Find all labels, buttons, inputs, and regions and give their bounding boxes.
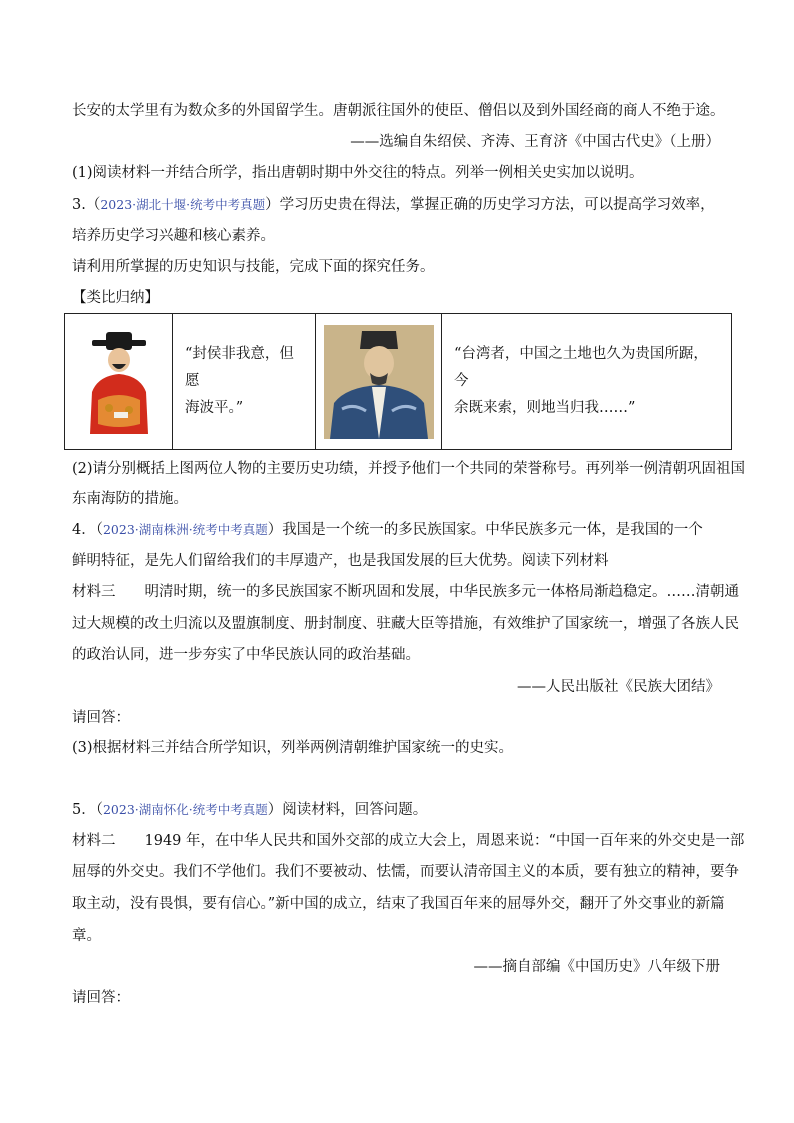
question-5-header xyxy=(72,800,427,820)
portrait-qi-jiguang-cell xyxy=(65,314,173,450)
question-3-2-line-1: (2)请分别概括上图两位人物的主要历史功绩，并授予他们一个共同的荣誉称号。再列举一例清朝巩固祖国 xyxy=(72,461,746,477)
question-5-text: 阅读材料，回答问题。 xyxy=(282,802,428,818)
quote-1-cell xyxy=(173,314,316,450)
question-3-header xyxy=(72,195,715,215)
comparison-table xyxy=(64,313,732,450)
question-close: ） xyxy=(265,197,280,213)
question-4-text: 我国是一个统一的多民族国家。中华民族多元一体，是我国的一个 xyxy=(282,522,703,538)
question-number: 3.（ xyxy=(72,197,101,213)
material-3-line-2: 过大规模的改土归流以及盟旗制度、册封制度、驻藏大臣等措施，有效维护了国家统一，增强了各族人民 xyxy=(72,616,739,632)
portrait-zheng-chenggong xyxy=(324,325,434,439)
material-2-line-4: 章。 xyxy=(72,928,101,944)
question-4-3: (3)根据材料三并结合所学知识，列举两例清朝维护国家统一的史实。 xyxy=(72,740,514,756)
material-2-line-2: 屈辱的外交史。我们不学他们。我们不要被动、怯懦，而要认清帝国主义的本质，要有独立的精神，要争 xyxy=(72,864,739,880)
question-3-2-line-2: 东南海防的措施。 xyxy=(72,491,188,507)
question-3-text-3: 请利用所掌握的历史知识与技能，完成下面的探究任务。 xyxy=(72,259,435,275)
question-2-1: (1)阅读材料一并结合所学，指出唐朝时期中外交往的特点。列举一例相关史实加以说明。 xyxy=(72,165,644,181)
question-3-text: 学习历史贵在得法，掌握正确的历史学习方法，可以提高学习效率， xyxy=(279,197,715,213)
material-3-source: ——人民出版社《民族大团结》 xyxy=(517,679,720,695)
material-2-source: ——摘自部编《中国历史》八年级下册 xyxy=(473,959,720,975)
quote-1-line-1: “封侯非我意，但愿 xyxy=(185,346,294,389)
source-tag: 2023·湖北十堰·统考中考真题 xyxy=(100,197,266,212)
quote-2-line-1: “台湾者，中国之土地也久为贵国所踞，今 xyxy=(454,346,708,389)
intro-text: 长安的太学里有为数众多的外国留学生。唐朝派往国外的使臣、僧侣以及到外国经商的商人不绝于途。 xyxy=(72,103,725,119)
source-tag: 2023·湖南株洲·统考中考真题 xyxy=(102,522,268,537)
answer-prompt: 请回答： xyxy=(72,990,130,1006)
material-3-line-3: 的政治认同，进一步夯实了中华民族认同的政治基础。 xyxy=(72,647,420,663)
question-number: 5．（ xyxy=(72,802,103,818)
question-number: 4．（ xyxy=(72,522,103,538)
answer-prompt: 请回答： xyxy=(72,710,130,726)
question-close: ） xyxy=(267,522,283,538)
quote-2-cell xyxy=(442,314,732,450)
question-4-header xyxy=(72,520,703,540)
portrait-qi-jiguang xyxy=(84,330,154,434)
section-title: 【类比归纳】 xyxy=(72,290,159,306)
intro-source: ——选编自朱绍侯、齐涛、王育济《中国古代史》（上册） xyxy=(350,134,720,150)
material-3-line-1: 材料三 明清时期，统一的多民族国家不断巩固和发展，中华民族多元一体格局渐趋稳定。……清朝通 xyxy=(72,584,739,600)
question-4-text-2: 鲜明特征，是先人们留给我们的丰厚遗产，也是我国发展的巨大优势。阅读下列材料 xyxy=(72,553,609,569)
source-tag: 2023·湖南怀化·统考中考真题 xyxy=(102,802,268,817)
quote-1-line-2: 海波平。” xyxy=(185,400,244,416)
portrait-zheng-chenggong-cell xyxy=(316,314,442,450)
material-2-line-1: 材料二 1949 年，在中华人民共和国外交部的成立大会上，周恩来说：“中国一百年来的外交史是一部 xyxy=(72,833,745,849)
material-2-line-3: 取主动，没有畏惧，要有信心。”新中国的成立，结束了我国百年来的屈辱外交，翻开了外交事业的新篇 xyxy=(72,896,725,912)
quote-2-line-2: 余既来索，则地当归我……” xyxy=(454,400,636,416)
question-3-text-2: 培养历史学习兴趣和核心素养。 xyxy=(72,228,275,244)
question-close: ） xyxy=(267,802,283,818)
